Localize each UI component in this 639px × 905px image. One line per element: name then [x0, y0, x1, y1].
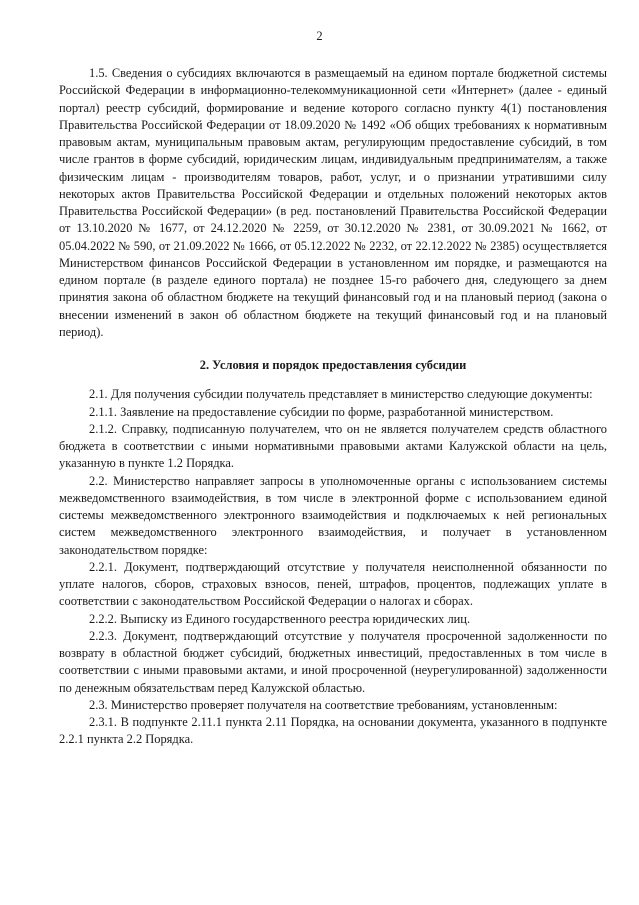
paragraph-2-2-1: 2.2.1. Документ, подтверждающий отсутствие у получателя неисполненной обязанности по уплате налогов, сборов, страховых взносов, пеней, штрафов, процентов, подлежащих уплате в соответствии с законодательством Российской Федерации о налогах и сборах.: [59, 559, 607, 609]
page-number: 2: [316, 29, 323, 43]
document-body: [59, 65, 607, 749]
paragraph-2-1-2: 2.1.2. Справку, подписанную получателем, что он не является получателем средств областного бюджета в соответствии с иными нормативными правовыми актами Калужской области на цель, указанную в пункте 1.2 Порядка.: [59, 421, 607, 471]
paragraph-2-2-2: 2.2.2. Выписку из Единого государственного реестра юридических лиц.: [89, 611, 471, 626]
paragraph-1-5: 1.5. Сведения о субсидиях включаются в размещаемый на едином портале бюджетной системы Российской Федерации в информационно-телекоммуникационной сети «Интернет» (далее - единый портал) реестр субсидий, формирование и ведение которого согласно пункту 4(1) постановления Правительства Российской Федерации от 18.09.2020 № 1492 «Об общих требованиях к нормативным правовым актам, муниципальным правовым актам, регулирующим предоставление субсидий, в том числе грантов в форме субсидий, юридическим лицам, индивидуальным предпринимателям, а также физическим лицам - производителям товаров, работ, услуг, и о признании утратившими силу некоторых актов Правительства Российской Федерации и отдельных положений некоторых актов Правительства Российской Федерации» (в ред. постановлений Правительства Российской Федерации от 13.10.2020 № 1677, от 24.12.2020 № 2259, от 30.12.2020 № 2381, от 30.09.2021 № 1662, от 05.04.2022 № 590, от 21.09.2022 № 1666, от 05.12.2022 № 2232, от 22.12.2022 № 2385) осуществляется Министерством финансов Российской Федерации в установленном им порядке, и размещаются на едином портале (в разделе единого портала) не позднее 15-го рабочего дня, следующего за днем принятия закона об областном бюджете на текущий финансовый год и на плановый период (закона о внесении изменений в закон об областном бюджете на текущий финансовый год и на плановый период).: [59, 66, 607, 339]
section-heading-2: 2. Условия и порядок предоставления субсидии: [199, 358, 467, 372]
paragraph-2-2: 2.2. Министерство направляет запросы в уполномоченные органы с использованием системы межведомственного взаимодействия, в том числе в электронной форме с использованием единой системы межведомственного электронного взаимодействия и подключаемых к ней региональных систем межведомственного электронного взаимодействия, и получает в установленном законодательством порядке:: [59, 473, 607, 557]
paragraph-2-3: 2.3. Министерство проверяет получателя на соответствие требованиям, установленным:: [89, 697, 558, 712]
paragraph-2-1: 2.1. Для получения субсидии получатель представляет в министерство следующие документы:: [89, 387, 593, 402]
paragraph-2-1-1: 2.1.1. Заявление на предоставление субсидии по форме, разработанной министерством.: [89, 404, 554, 419]
paragraph-2-2-3: 2.2.3. Документ, подтверждающий отсутствие у получателя просроченной задолженности по возврату в областной бюджет субсидий, бюджетных инвестиций, предоставленных в том числе в соответствии с иными правовыми актами, и иной просроченной (неурегулированной) задолженности по денежным обязательствам перед Калужской областью.: [59, 628, 607, 695]
paragraph-2-3-1: 2.3.1. В подпункте 2.11.1 пункта 2.11 Порядка, на основании документа, указанного в подпункте 2.2.1 пункта 2.2 Порядка.: [59, 715, 607, 747]
